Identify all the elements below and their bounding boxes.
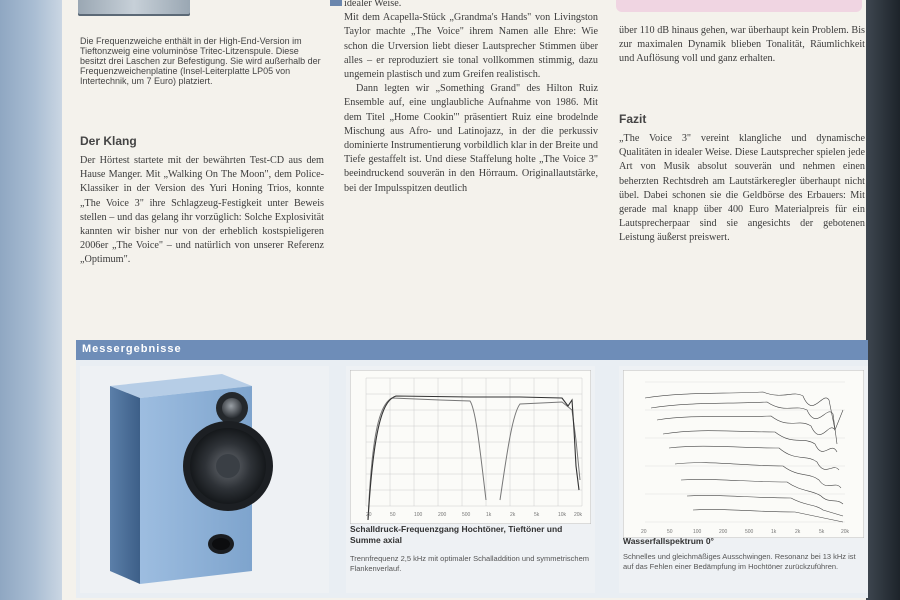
waterfall-panel — [619, 366, 868, 593]
article-column-1 — [80, 154, 324, 268]
plot-title: Wasserfallspektrum 0° — [623, 536, 714, 546]
speaker-image-panel — [80, 366, 329, 593]
page-right-edge — [866, 0, 900, 600]
paragraph: „The Voice 3" vereint klangliche und dynamische Qualitäten in idealer Weise. Diese Lautsprecher spielen jede Art von Musik absolut souverän und nehmen einen beherzten Rechtsdreh am Lautstärkeregler überhaupt nicht übel. Dabei schonen sie die Geldbörse des Erbauers: Mit gerade mal knapp über 400 Euro Materialpreis für ein Lautsprecherpaar sind sie angesichts der gebotenen Leistung äußerst preiswert. — [619, 133, 865, 244]
svg-text:20k: 20k — [841, 529, 850, 535]
svg-text:2k: 2k — [795, 529, 801, 535]
svg-text:50: 50 — [390, 512, 396, 518]
plot-title: Schalldruck-Frequenzgang Hochtöner, Tieftöner und Summe axial — [350, 524, 563, 545]
plot-description: Schnelles und gleichmäßiges Ausschwingen. Resonanz bei 13 kHz ist auf das Fehlen einer Bedämpfung im Hochtöner zurückzuführen. — [623, 552, 856, 571]
paragraph: Dann legten wir „Something Grand" des Hilton Ruiz Ensemble auf, eine unglaubliche Aufnahme von 1986. Mit dem Titel „Home Cookin'" präsentiert Ruiz eine brodelnde Mischung aus Afro- und Latinojazz, in der die perkussiv dominierte Instrumentierung vorbildlich klar in der Breite und Tiefe gestaffelt ist. Und diese Staffelung holte „The Voice 3" beeindruckend souverän in den Hörraum. Originallautstärke, bei der Impulsspitzen deutlich — [344, 83, 598, 194]
svg-text:20k: 20k — [574, 512, 583, 518]
svg-text:500: 500 — [462, 512, 471, 518]
photo-caption: Die Frequenzweiche enthält in der High-End-Version im Tieftonzweig eine voluminöse Tritec-Litzenspule. Diese besitzt drei Laschen zur Befestigung. Sie wird außerhalb der Frequenzweichenplatine (Insel-Leiterplatte LP05 von Intertechnik, um 7 Euro) platziert. — [80, 36, 321, 86]
box-fragment — [616, 0, 862, 12]
crossover-photo-fragment — [78, 0, 190, 16]
paragraph: über 110 dB hinaus gehen, war überhaupt kein Problem. Bis zur maximalen Dynamik blieben Tonalität, Räumlichkeit und Auflösung voll und ganz erhalten. — [619, 25, 865, 65]
svg-text:500: 500 — [745, 529, 754, 535]
fazit-paragraph — [619, 132, 865, 246]
plot-description: Trennfrequenz 2,5 kHz mit optimaler Schalladdition und symmetrischem Flankenverlauf. — [350, 554, 589, 573]
section-heading-klang: Der Klang — [80, 134, 137, 148]
page-left-edge — [0, 0, 62, 600]
svg-text:5k: 5k — [819, 529, 825, 535]
photo-fragment — [330, 0, 342, 6]
paragraph: Mit dem Acapella-Stück „Grandma's Hands" von Livingston Taylor machte „The Voice" ihrem Namen alle Ehre: Wie schon die Urversion liebt dieser Lautsprecher Stimmen über alles – er reproduziert sie tonal vollkommen stimmig, dazu ungemein plastisch und zum Greifen realistisch. — [344, 12, 598, 81]
results-header-bar — [76, 340, 868, 360]
speaker-image — [80, 366, 329, 593]
frequency-response-panel — [346, 366, 595, 593]
svg-text:10k: 10k — [558, 512, 567, 518]
waterfall-plot — [623, 370, 864, 538]
article-column-3 — [619, 24, 865, 67]
svg-text:200: 200 — [438, 512, 447, 518]
frequency-response-plot — [350, 370, 591, 524]
svg-text:100: 100 — [693, 529, 702, 535]
svg-text:20: 20 — [641, 529, 647, 535]
results-title: Messergebnisse — [82, 343, 182, 355]
svg-text:100: 100 — [414, 512, 423, 518]
svg-text:20: 20 — [366, 512, 372, 518]
svg-text:1k: 1k — [771, 529, 777, 535]
section-heading-fazit: Fazit — [619, 112, 647, 126]
svg-text:1k: 1k — [486, 512, 492, 518]
svg-text:5k: 5k — [534, 512, 540, 518]
svg-text:2k: 2k — [510, 512, 516, 518]
paragraph-fragment: idealer Weise. — [344, 0, 402, 9]
svg-text:50: 50 — [667, 529, 673, 535]
paragraph: Der Hörtest startete mit der bewährten Test-CD aus dem Hause Manger. Mit „Walking On The Moon", dem Police-Klassiker in der Version des Yuri Honing Trios, konnte „The Voice 3" ihre Schlagzeug-Festigkeit unter Beweis stellen – und das gelang ihr vorzüglich: Solche Explosivität kannten wir bisher nur von der erheblich kostspieligeren 2006er „The Voice" – und natürlich von unserer Referenz „Optimum". — [80, 155, 324, 266]
svg-text:200: 200 — [719, 529, 728, 535]
article-column-2 — [344, 0, 598, 196]
